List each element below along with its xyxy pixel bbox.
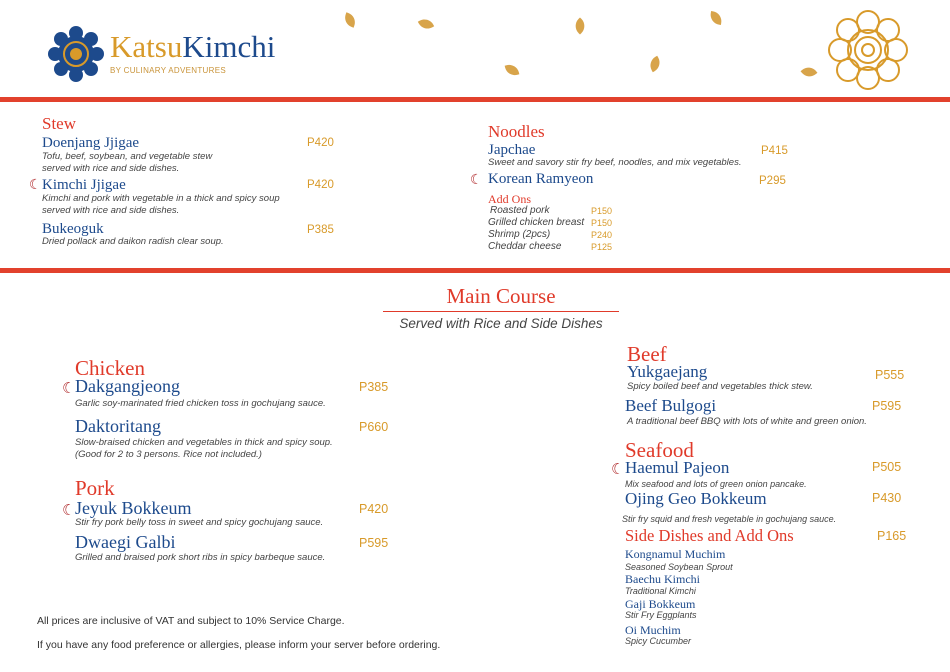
brand-name-katsu: Katsu <box>110 29 183 64</box>
petal-decoration <box>801 64 818 81</box>
dish-name: Jeyuk Bokkeum <box>75 498 192 518</box>
dish-name: Daktoritang <box>75 416 161 436</box>
dish-name: Dwaegi Galbi <box>75 532 176 552</box>
dish-name: Dakgangjeong <box>75 376 180 396</box>
dish-price: P555 <box>875 368 905 382</box>
dish-description: A traditional beef BBQ with lots of white and green onion. <box>627 416 867 427</box>
dish-description: Stir fry pork belly toss in sweet and spicy gochujang sauce. <box>75 517 324 528</box>
chili-pepper-icon: ☾ <box>62 501 76 519</box>
side-dish-name: Baechu Kimchi <box>625 572 700 586</box>
chili-pepper-icon: ☾ <box>611 460 625 478</box>
side-dish-name: Gaji Bokkeum <box>625 597 696 611</box>
section-title-beef: Beef <box>627 342 667 366</box>
brand-tagline: BY CULINARY ADVENTURES <box>110 66 226 75</box>
chili-pepper-icon: ☾ <box>470 172 483 188</box>
dish-description: Dried pollack and daikon radish clear soup. <box>42 236 224 247</box>
dish-price: P415 <box>761 145 788 157</box>
main-course-title: Main Course <box>446 284 556 308</box>
dish-description: Kimchi and pork with vegetable in a thick and spicy soup served with rice and side dishes. <box>42 193 280 216</box>
chili-pepper-icon: ☾ <box>62 379 76 397</box>
dish-price: P295 <box>759 175 786 187</box>
addon-price: P125 <box>591 242 613 252</box>
addon-price: P150 <box>591 206 613 216</box>
dish-description: Mix seafood and lots of green onion pancake. <box>625 479 807 489</box>
side-dish-name: Oi Muchim <box>625 623 681 637</box>
flower-emblem-outline-icon <box>826 8 910 92</box>
addons-title: Add Ons <box>488 192 532 206</box>
footer-note-vat: All prices are inclusive of VAT and subject to 10% Service Charge. <box>37 615 345 627</box>
dish-description: Sweet and savory stir fry beef, noodles, and mix vegetables. <box>488 157 742 168</box>
dish-description: Stir fry squid and fresh vegetable in gochujang sauce. <box>622 514 837 524</box>
divider-band-middle <box>0 268 950 273</box>
addon-name: Grilled chicken breast <box>488 217 585 228</box>
addon-name: Roasted pork <box>490 205 550 216</box>
addon-price: P240 <box>591 230 613 240</box>
dish-price: P660 <box>359 420 389 434</box>
dish-price: P385 <box>359 380 389 394</box>
section-title-side-dishes: Side Dishes and Add Ons <box>625 526 794 545</box>
dish-description: Slow-braised chicken and vegetables in thick and spicy soup. (Good for 2 to 3 persons. Rice not included.) <box>75 437 333 460</box>
addon-name: Cheddar cheese <box>488 241 562 252</box>
dish-price: P595 <box>872 399 902 413</box>
section-title-stew: Stew <box>42 114 76 133</box>
dish-name: Yukgaejang <box>627 362 708 381</box>
flower-emblem-icon <box>46 24 106 84</box>
dish-description: Grilled and braised pork short ribs in spicy barbeque sauce. <box>75 552 326 563</box>
divider-band-top <box>0 97 950 102</box>
dish-name: Beef Bulgogi <box>625 396 717 415</box>
dish-price: P505 <box>872 460 902 474</box>
dish-description: Garlic soy-marinated fried chicken toss in gochujang sauce. <box>75 398 326 409</box>
dish-price: P420 <box>359 502 389 516</box>
section-title-seafood: Seafood <box>625 438 694 462</box>
petal-decoration <box>572 18 589 35</box>
dish-name: Haemul Pajeon <box>625 458 730 477</box>
addon-price: P150 <box>591 218 613 228</box>
petal-decoration <box>647 56 663 72</box>
side-dish-description: Stir Fry Eggplants <box>625 610 697 620</box>
dish-name: Kimchi Jjigae <box>42 177 126 193</box>
brand-name-kimchi: Kimchi <box>182 29 276 64</box>
main-course-rule <box>383 311 619 312</box>
section-title-pork: Pork <box>75 476 115 500</box>
petal-decoration <box>418 16 434 32</box>
dish-name: Japchae <box>488 142 536 158</box>
dish-name: Ojing Geo Bokkeum <box>625 489 767 508</box>
dish-price: P420 <box>307 179 334 191</box>
dish-name: Doenjang Jjigae <box>42 135 140 151</box>
dish-price: P430 <box>872 491 902 505</box>
side-dish-description: Traditional Kimchi <box>625 586 696 596</box>
dish-price: P385 <box>307 224 334 236</box>
side-dish-description: Seasoned Soybean Sprout <box>625 562 733 572</box>
dish-price: P595 <box>359 536 389 550</box>
side-dish-description: Spicy Cucumber <box>625 636 692 646</box>
side-dishes-price: P165 <box>877 529 907 543</box>
dish-name: Korean Ramyeon <box>488 171 594 187</box>
footer-note-allergies: If you have any food preference or allergies, please inform your server before ordering. <box>37 639 441 651</box>
section-title-noodles: Noodles <box>488 122 545 141</box>
side-dish-name: Kongnamul Muchim <box>625 547 726 561</box>
petal-decoration <box>505 63 520 78</box>
addon-name: Shrimp (2pcs) <box>488 229 551 240</box>
dish-name: Bukeoguk <box>42 221 104 237</box>
dish-price: P420 <box>307 137 334 149</box>
petal-decoration <box>342 12 357 27</box>
petal-decoration <box>709 11 723 25</box>
chili-pepper-icon: ☾ <box>29 177 42 193</box>
section-title-chicken: Chicken <box>75 356 145 380</box>
dish-description: Spicy boiled beef and vegetables thick stew. <box>627 381 813 392</box>
brand-logo <box>46 24 336 84</box>
main-course-subtitle: Served with Rice and Side Dishes <box>399 316 603 331</box>
dish-description: Tofu, beef, soybean, and vegetable stew served with rice and side dishes. <box>42 151 213 174</box>
